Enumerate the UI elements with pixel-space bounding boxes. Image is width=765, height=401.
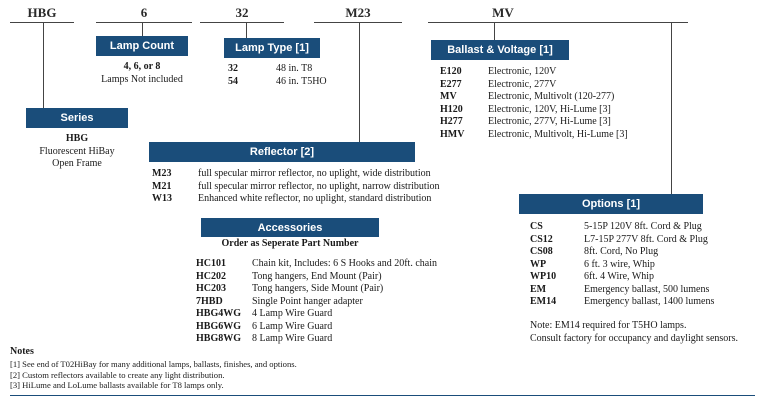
list-item bbox=[440, 79, 628, 92]
notes-title: Notes bbox=[10, 346, 34, 357]
series-header: Series bbox=[26, 108, 128, 128]
option-desc: Emergency ballast, 500 lumens bbox=[584, 283, 710, 295]
code-reflector: M23 bbox=[345, 5, 371, 20]
option-desc: 6 Lamp Wire Guard bbox=[252, 320, 333, 332]
series-line: Fluorescent HiBay bbox=[39, 145, 115, 157]
list-item bbox=[440, 91, 628, 104]
options-note: Consult factory for occupancy and daylight sensors. bbox=[530, 332, 739, 344]
option-desc: 46 in. T5HO bbox=[276, 75, 327, 87]
option-code: HC202 bbox=[196, 270, 226, 282]
options-header: Options [1] bbox=[519, 194, 703, 214]
note-line: [3] HiLume and LoLume ballasts available for T8 lamps only. bbox=[10, 380, 224, 391]
option-code: 7HBD bbox=[196, 295, 223, 307]
option-desc: Electronic, 120V, Hi-Lume [3] bbox=[488, 103, 611, 115]
underline-lamp-count bbox=[96, 22, 192, 23]
option-code: E277 bbox=[440, 78, 462, 90]
option-desc: 48 in. T8 bbox=[276, 63, 313, 74]
list-item bbox=[152, 193, 439, 206]
connector-series bbox=[43, 22, 44, 108]
ballast-list bbox=[440, 66, 628, 141]
list-item bbox=[530, 259, 714, 272]
option-code: HMV bbox=[440, 128, 465, 140]
list-item bbox=[440, 66, 628, 79]
series-description bbox=[16, 133, 138, 171]
option-code: H120 bbox=[440, 103, 463, 115]
option-code: W13 bbox=[152, 193, 172, 204]
code-series: HBG bbox=[27, 5, 57, 20]
option-desc: Electronic, 277V bbox=[488, 78, 557, 90]
list-item bbox=[530, 271, 714, 284]
list-item bbox=[530, 296, 714, 309]
option-desc: Electronic, 277V, Hi-Lume [3] bbox=[488, 116, 611, 127]
note-line: [1] See end of T02HiBay for many additional lamps, ballasts, finishes, and options. bbox=[10, 359, 297, 369]
option-desc: full specular mirror reflector, no uplight, wide distribution bbox=[198, 168, 431, 179]
list-item bbox=[228, 76, 327, 89]
option-desc: 6ft. 4 Wire, Whip bbox=[584, 271, 655, 282]
list-item bbox=[196, 258, 437, 271]
lamp-count-values: 4, 6, or 8 bbox=[123, 61, 161, 72]
lamp-count-note: Lamps Not included bbox=[101, 73, 183, 85]
lamp-count-header: Lamp Count bbox=[96, 36, 188, 56]
options-notes bbox=[530, 320, 760, 345]
underline-ballast-options bbox=[428, 22, 688, 23]
list-item bbox=[152, 181, 439, 194]
accessories-subheader: Order as Seperate Part Number bbox=[221, 238, 359, 249]
option-desc: Chain kit, Includes: 6 S Hooks and 20ft. chain bbox=[252, 258, 437, 269]
underline-series bbox=[10, 22, 74, 23]
list-item bbox=[196, 308, 437, 321]
option-code: MV bbox=[440, 91, 457, 102]
option-code: M21 bbox=[152, 180, 172, 192]
code-ballast: MV bbox=[492, 5, 514, 20]
option-desc: full specular mirror reflector, no uplight, narrow distribution bbox=[198, 180, 440, 192]
list-item bbox=[440, 129, 628, 142]
notes-divider bbox=[10, 395, 755, 396]
list-item bbox=[530, 221, 714, 234]
option-desc: Tong hangers, Side Mount (Pair) bbox=[252, 283, 384, 294]
option-code: CS08 bbox=[530, 246, 553, 257]
options-list bbox=[530, 221, 714, 309]
option-code: HBG6WG bbox=[196, 320, 242, 332]
option-desc: 8 Lamp Wire Guard bbox=[252, 333, 333, 344]
list-item bbox=[440, 104, 628, 117]
option-code: 32 bbox=[228, 63, 238, 74]
option-desc: Electronic, 120V bbox=[488, 66, 557, 77]
option-desc: 6 ft. 3 wire, Whip bbox=[584, 258, 655, 270]
connector-options bbox=[671, 22, 672, 194]
lamp-count-description bbox=[86, 61, 198, 86]
accessories-list bbox=[196, 258, 437, 346]
list-item bbox=[530, 284, 714, 297]
option-code: HC101 bbox=[196, 258, 226, 269]
option-code: HBG4WG bbox=[196, 308, 242, 319]
ballast-header: Ballast & Voltage [1] bbox=[431, 40, 569, 60]
lamp-type-list bbox=[228, 63, 327, 88]
series-line: Open Frame bbox=[52, 158, 102, 169]
option-desc: Enhanced white reflector, no uplight, standard distribution bbox=[198, 193, 432, 204]
underline-lamp-type bbox=[200, 22, 284, 23]
list-item bbox=[196, 271, 437, 284]
list-item bbox=[228, 63, 327, 76]
reflector-list bbox=[152, 168, 439, 206]
option-code: EM14 bbox=[530, 296, 557, 307]
option-desc: Tong hangers, End Mount (Pair) bbox=[252, 270, 382, 282]
list-item bbox=[196, 333, 437, 346]
accessories-header: Accessories bbox=[201, 218, 379, 237]
underline-reflector bbox=[314, 22, 402, 23]
option-desc: 4 Lamp Wire Guard bbox=[252, 308, 333, 319]
option-desc: Electronic, Multivolt (120-277) bbox=[488, 91, 615, 102]
list-item bbox=[530, 246, 714, 259]
option-code: EM bbox=[530, 283, 547, 295]
list-item bbox=[196, 283, 437, 296]
code-lamp-type: 32 bbox=[235, 5, 249, 20]
option-code: CS bbox=[530, 221, 543, 232]
option-desc: 8ft. Cord, No Plug bbox=[584, 246, 659, 257]
list-item bbox=[196, 296, 437, 309]
option-code: 54 bbox=[228, 75, 238, 87]
connector-reflector bbox=[359, 22, 360, 142]
option-code: WP bbox=[530, 258, 547, 270]
list-item bbox=[152, 168, 439, 181]
lamp-type-header: Lamp Type [1] bbox=[224, 38, 320, 58]
option-desc: Emergency ballast, 1400 lumens bbox=[584, 296, 715, 307]
connector-lamp-type bbox=[246, 22, 247, 38]
option-desc: Single Point hanger adapter bbox=[252, 295, 363, 307]
reflector-header: Reflector [2] bbox=[149, 142, 415, 162]
list-item bbox=[530, 234, 714, 247]
series-code: HBG bbox=[65, 133, 89, 144]
option-code: HBG8WG bbox=[196, 333, 242, 344]
option-code: HC203 bbox=[196, 283, 226, 294]
option-code: E120 bbox=[440, 66, 462, 77]
option-code: WP10 bbox=[530, 271, 557, 282]
option-code: CS12 bbox=[530, 233, 553, 245]
list-item bbox=[440, 116, 628, 129]
option-code: M23 bbox=[152, 168, 172, 179]
connector-ballast bbox=[494, 22, 495, 40]
connector-lamp-count bbox=[142, 22, 143, 36]
option-desc: L7-15P 277V 8ft. Cord & Plug bbox=[584, 233, 708, 245]
code-lamp-count: 6 bbox=[140, 5, 148, 20]
list-item bbox=[196, 321, 437, 334]
options-note: Note: EM14 required for T5HO lamps. bbox=[530, 320, 687, 331]
notes-list bbox=[10, 359, 297, 391]
option-desc: Electronic, Multivolt, Hi-Lume [3] bbox=[488, 128, 628, 140]
note-line: [2] Custom reflectors available to create any light distribution. bbox=[10, 369, 225, 380]
option-desc: 5-15P 120V 8ft. Cord & Plug bbox=[584, 221, 702, 232]
option-code: H277 bbox=[440, 116, 463, 127]
